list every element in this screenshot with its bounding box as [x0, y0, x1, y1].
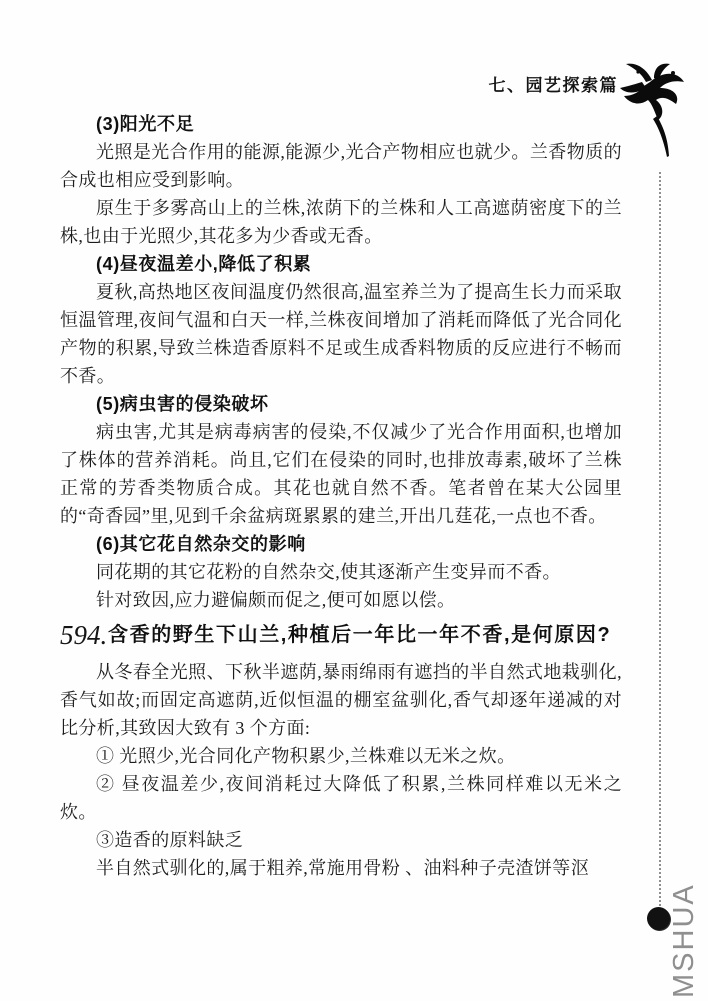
text-column — [60, 76, 622, 882]
body-paragraph: 半自然式驯化的,属于粗养,常施用骨粉 、油料种子壳渣饼等沤 — [96, 858, 590, 878]
body-paragraph: 病虫害,尤其是病毒病害的侵染,不仅减少了光合作用面积,也增加了株体的营养消耗。尚且,它们在侵染的同时,也排放毒素,破坏了兰株正常的芳香类物质合成。其花也就自然不香。笔者曾在某大公园里的“奇香园”里,见到千余盆病斑累累的建兰,开出几莛花,一点也不香。 — [60, 422, 622, 526]
body-paragraph: 光照是光合作用的能源,能源少,光合产物相应也就少。兰香物质的合成也相应受到影响。 — [60, 142, 622, 190]
body-paragraph: 夏秋,高热地区夜间温度仍然很高,温室养兰为了提高生长力而采取恒温管理,夜间气温和白天一样,兰株夜间增加了消耗而降低了光合同化产物的积累,导致兰株造香原料不足或生成香料物质的反应进行不畅而不香。 — [60, 282, 622, 386]
body-paragraph: 从冬春全光照、下秋半遮荫,暴雨绵雨有遮挡的半自然式地栽驯化,香气如故;而固定高遮荫,近似恒温的棚室盆驯化,香气却逐年递减的对比分析,其致因大致有 3 个方面: — [60, 662, 622, 738]
margin-dotted-rule — [659, 172, 661, 906]
body-paragraph: 原生于多雾高山上的兰株,浓荫下的兰株和人工高遮荫密度下的兰株,也由于光照少,其花多为少香或无香。 — [60, 198, 622, 246]
watermark-text: MSHUA — [668, 883, 700, 998]
body-paragraph: ② 昼夜温差少,夜间消耗过大降低了积累,兰株同样难以无米之炊。 — [60, 774, 622, 822]
orchid-ink-ornament — [612, 58, 696, 162]
question-number: 594. — [60, 620, 108, 650]
running-head: 七、园艺探索篇 — [488, 76, 618, 95]
body-paragraph: 针对致因,应力避偏颇而促之,便可如愿以偿。 — [96, 590, 456, 610]
sub-heading: (3)阳光不足 — [96, 114, 195, 134]
orchid-ink-icon — [612, 58, 696, 162]
edge-index-dot — [647, 907, 670, 930]
sub-heading: (5)病虫害的侵染破坏 — [96, 394, 269, 414]
section-594-body — [60, 658, 622, 882]
body-paragraph: ① 光照少,光合同化产物积累少,兰株难以无米之炊。 — [96, 746, 516, 766]
sub-heading: (6)其它花自然杂交的影响 — [96, 534, 306, 554]
body-paragraph: 同花期的其它花粉的自然杂交,使其逐渐产生变异而不香。 — [96, 562, 561, 582]
sub-heading: (4)昼夜温差小,降低了积累 — [96, 254, 312, 274]
question-594 — [60, 620, 622, 650]
body-paragraph: ③造香的原料缺乏 — [96, 830, 244, 850]
section-593-body — [60, 110, 622, 614]
question-title: 含香的野生下山兰,种植后一年比一年不香,是何原因? — [108, 624, 612, 646]
